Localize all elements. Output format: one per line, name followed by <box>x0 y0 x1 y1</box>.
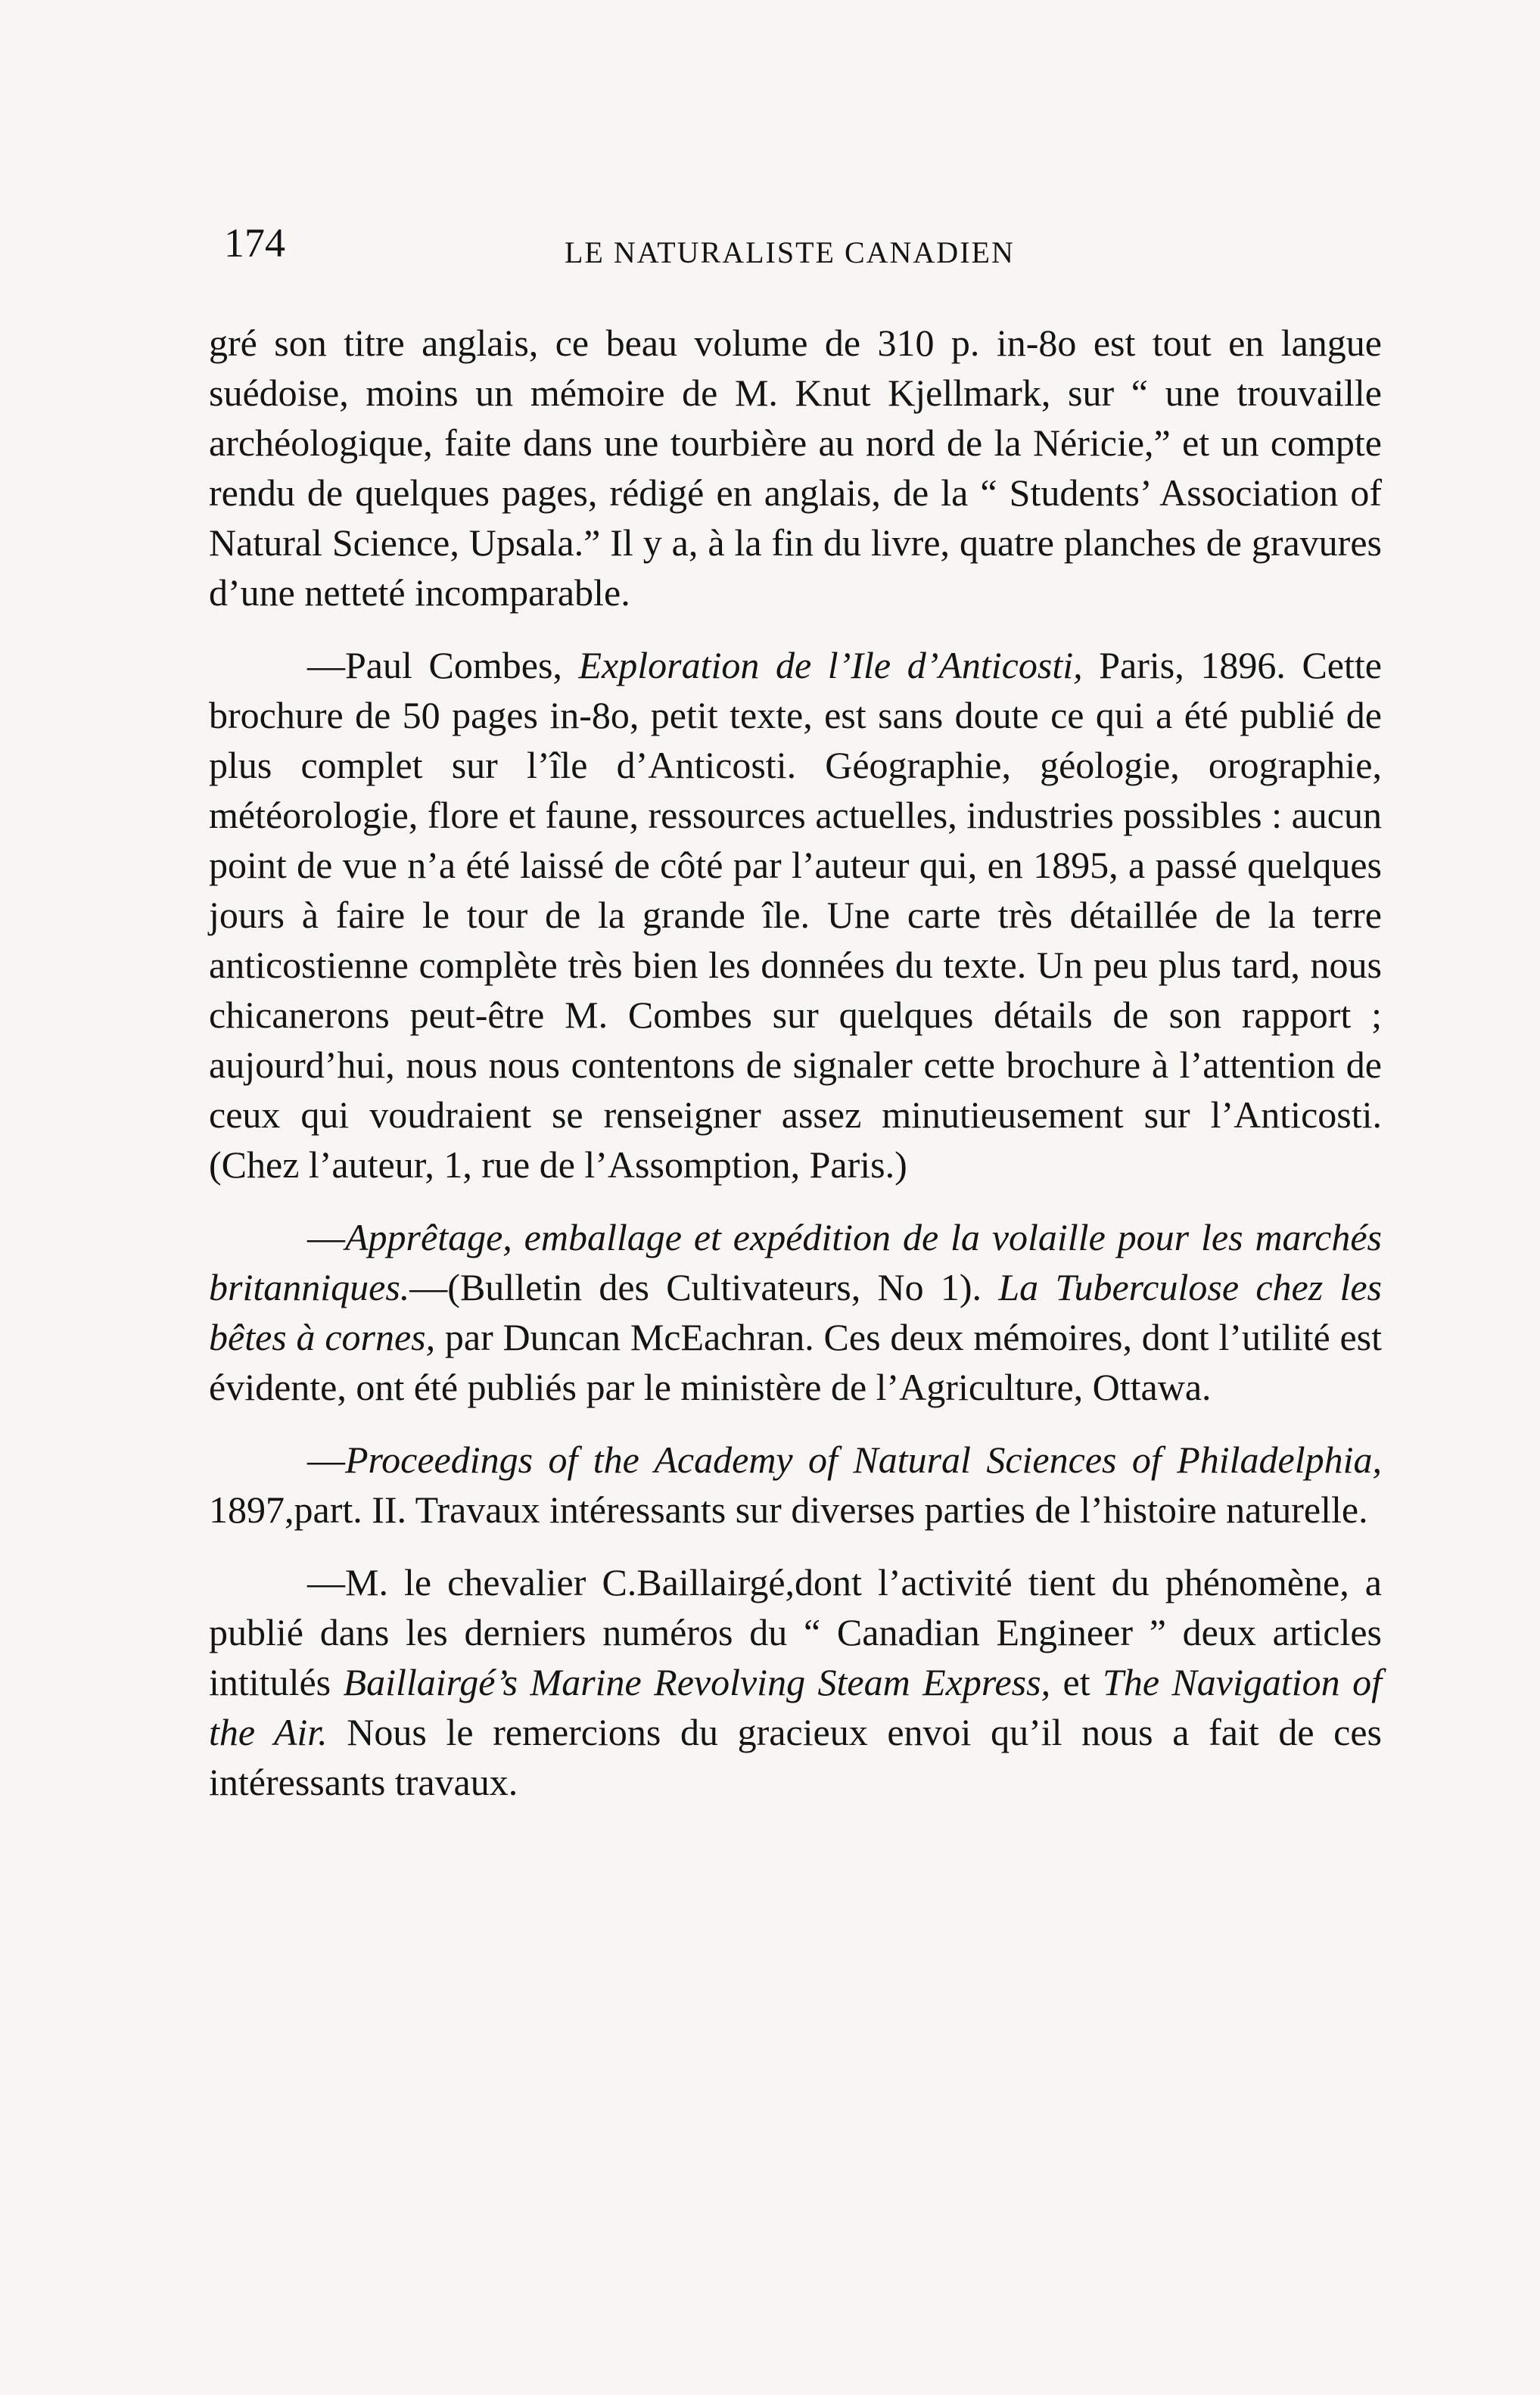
running-head: LE NATURALISTE CANADIEN <box>565 235 1015 269</box>
paragraph-text: —(Bulletin des Cultivateurs, No 1). <box>409 1266 999 1308</box>
paragraph-text: Paris, 1896. Cette brochure de 50 pages in-8o, petit texte, est sans doute ce qui a été publié de plus complet sur l’île d’Anticosti. Géographie, géologie, orographie, météorologie, flore et faune, ressources actuelles, industries possibles : aucun point de vue n’a été laissé de côté par l’auteur qui, en 1895, a passé quelques jours à faire le tour de la grande île. Une carte très détaillée de la terre anticostienne complète très bien les données du texte. Un peu plus tard, nous chicanerons peut-être M. Combes sur quelques détails de son rapport ; aujourd’hui, nous nous contentons de signaler cette brochure à l’attention de ceux qui voudraient se renseigner assez minutieusement sur l’Anticosti. (Chez l’auteur, 1, rue de l’Assomption, Paris.) <box>209 644 1382 1186</box>
article-title-2: The Navigation of the Air. <box>209 1661 1383 1753</box>
book-title: Proceedings of the Academy of Natural Sciences of Philadelphia, <box>345 1439 1382 1481</box>
body-text <box>209 318 1382 1830</box>
page-header <box>224 219 1374 280</box>
paragraph-baillairge <box>209 1557 1382 1807</box>
paragraph-lead: —Paul Combes, <box>307 644 579 686</box>
paragraph-lead: — <box>307 1561 345 1603</box>
paragraph-text: 1897,part. II. Travaux intéressants sur diverses parties de l’histoire naturelle. <box>209 1488 1368 1531</box>
book-title: Exploration de l’Ile d’Anticosti, <box>578 644 1083 686</box>
book-title: Apprêtage, emballage et expédition de la volaille pour les marchés britanniques. <box>209 1216 1382 1308</box>
paragraph-text-3: Nous le remercions du gracieux envoi qu’il nous a fait de ces intéressants travaux. <box>209 1711 1383 1803</box>
paragraph-text: M. le chevalier C.Baillairgé,dont l’activité tient du phénomène, a publié dans les derniers numéros du “ Canadian Engineer ” deux articles intitulés <box>209 1561 1382 1703</box>
paragraph-text: gré son titre anglais, ce beau volume de 310 p. in-8o est tout en langue suédoise, moins un mémoire de M. Knut Kjellmark, sur “ une trouvaille archéologique, faite dans une tourbière au nord de la Néricie,” et un compte rendu de quelques pages, rédigé en anglais, de la “ Students’ Association of Natural Science, Upsala.” Il y a, à la fin du livre, quatre planches de gravures d’une netteté incomparable. <box>209 322 1382 614</box>
paragraph-proceedings <box>209 1435 1382 1535</box>
paragraph-continuation <box>209 318 1382 617</box>
paragraph-lead: — <box>307 1216 345 1258</box>
page-number: 174 <box>224 220 285 266</box>
paragraph-text-2: par Duncan McEachran. Ces deux mémoires, dont l’utilité est évidente, ont été publiés par le ministère de l’Agriculture, Ottawa. <box>209 1316 1382 1408</box>
paragraph-lead: — <box>307 1439 345 1481</box>
paragraph-text-2: et <box>1050 1661 1103 1703</box>
paragraph-anticosti <box>209 640 1382 1190</box>
book-title-2: La Tuberculose chez les bêtes à cornes, <box>209 1266 1382 1358</box>
paragraph-volaille <box>209 1212 1382 1412</box>
article-title: Baillairgé’s Marine Revolving Steam Express, <box>343 1661 1051 1703</box>
